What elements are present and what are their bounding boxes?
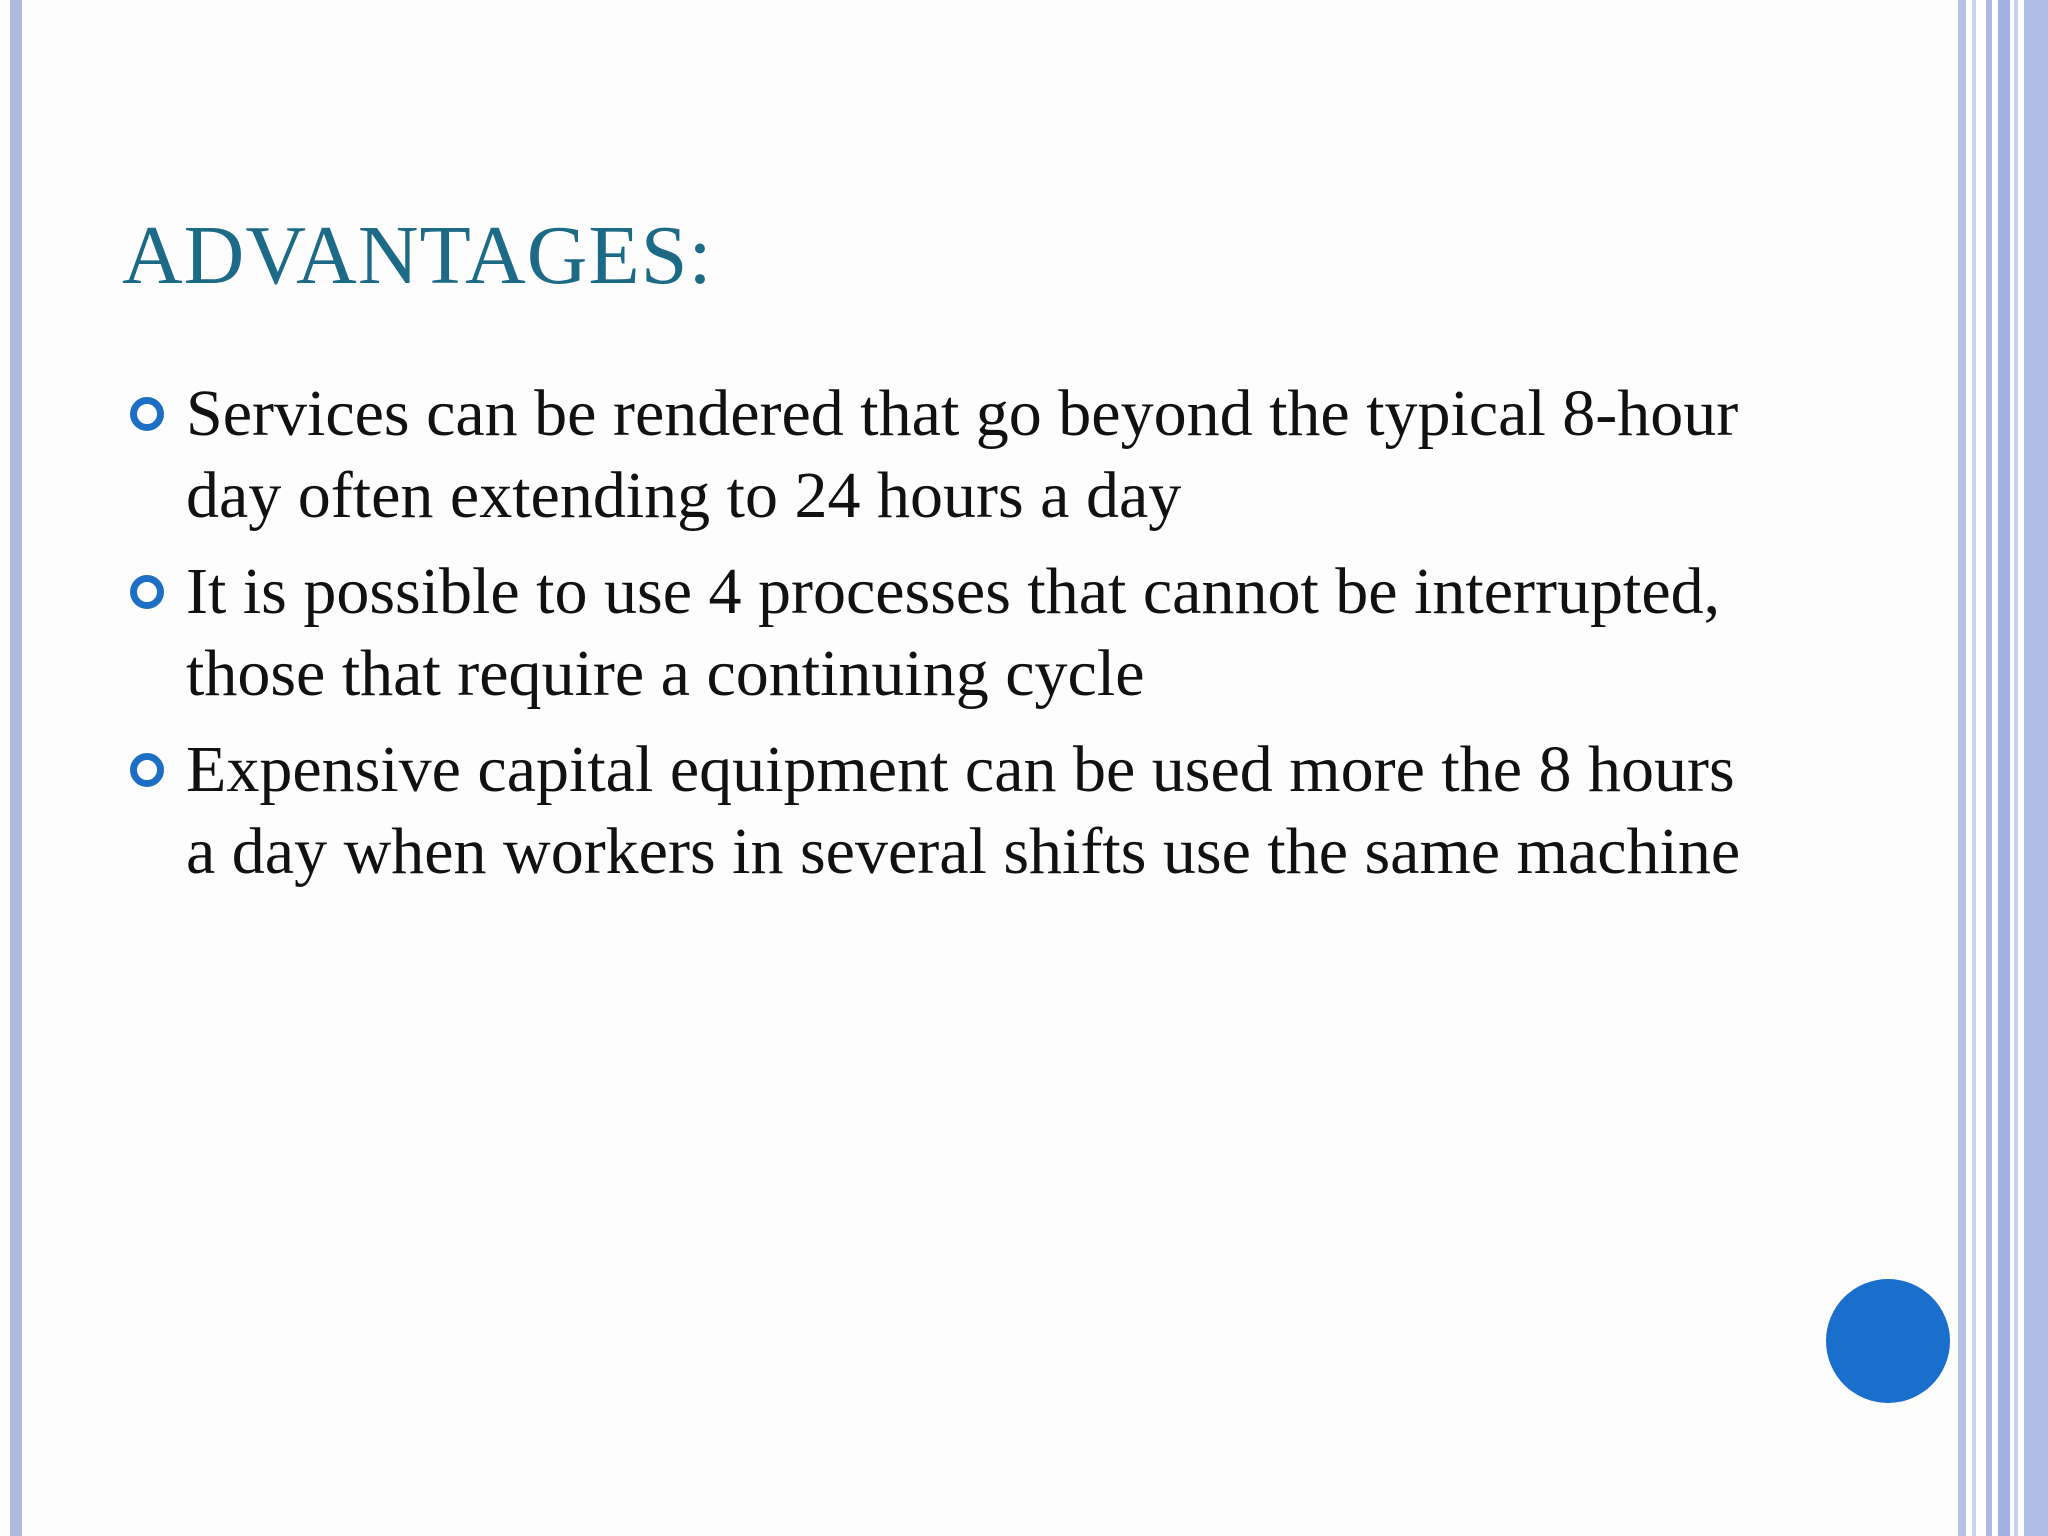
hollow-circle-bullet-icon xyxy=(130,575,164,609)
border-stripe xyxy=(1972,0,1976,1536)
bullet-item xyxy=(122,729,1772,893)
left-border-bar xyxy=(10,0,22,1536)
border-stripe xyxy=(1986,0,1992,1536)
bullet-item xyxy=(122,373,1772,537)
bullet-text: Services can be rendered that go beyond the typical 8-hour day often extending to 24 hours a day xyxy=(186,377,1739,532)
border-stripe xyxy=(2014,0,2018,1536)
bullet-text: It is possible to use 4 processes that cannot be interrupted, those that require a continuing cycle xyxy=(186,555,1721,710)
right-border-stripes xyxy=(1958,0,2048,1536)
border-stripe xyxy=(1958,0,1966,1536)
hollow-circle-bullet-icon xyxy=(130,397,164,431)
slide-title: ADVANTAGES: xyxy=(122,209,713,302)
bullet-item xyxy=(122,551,1772,715)
bullet-list xyxy=(122,373,1772,907)
border-stripe xyxy=(2024,0,2048,1536)
hollow-circle-bullet-icon xyxy=(130,753,164,787)
bullet-text: Expensive capital equipment can be used more the 8 hours a day when workers in several shifts use the same machine xyxy=(186,733,1741,888)
border-stripe xyxy=(1998,0,2010,1536)
filled-circle-icon xyxy=(1826,1279,1950,1403)
